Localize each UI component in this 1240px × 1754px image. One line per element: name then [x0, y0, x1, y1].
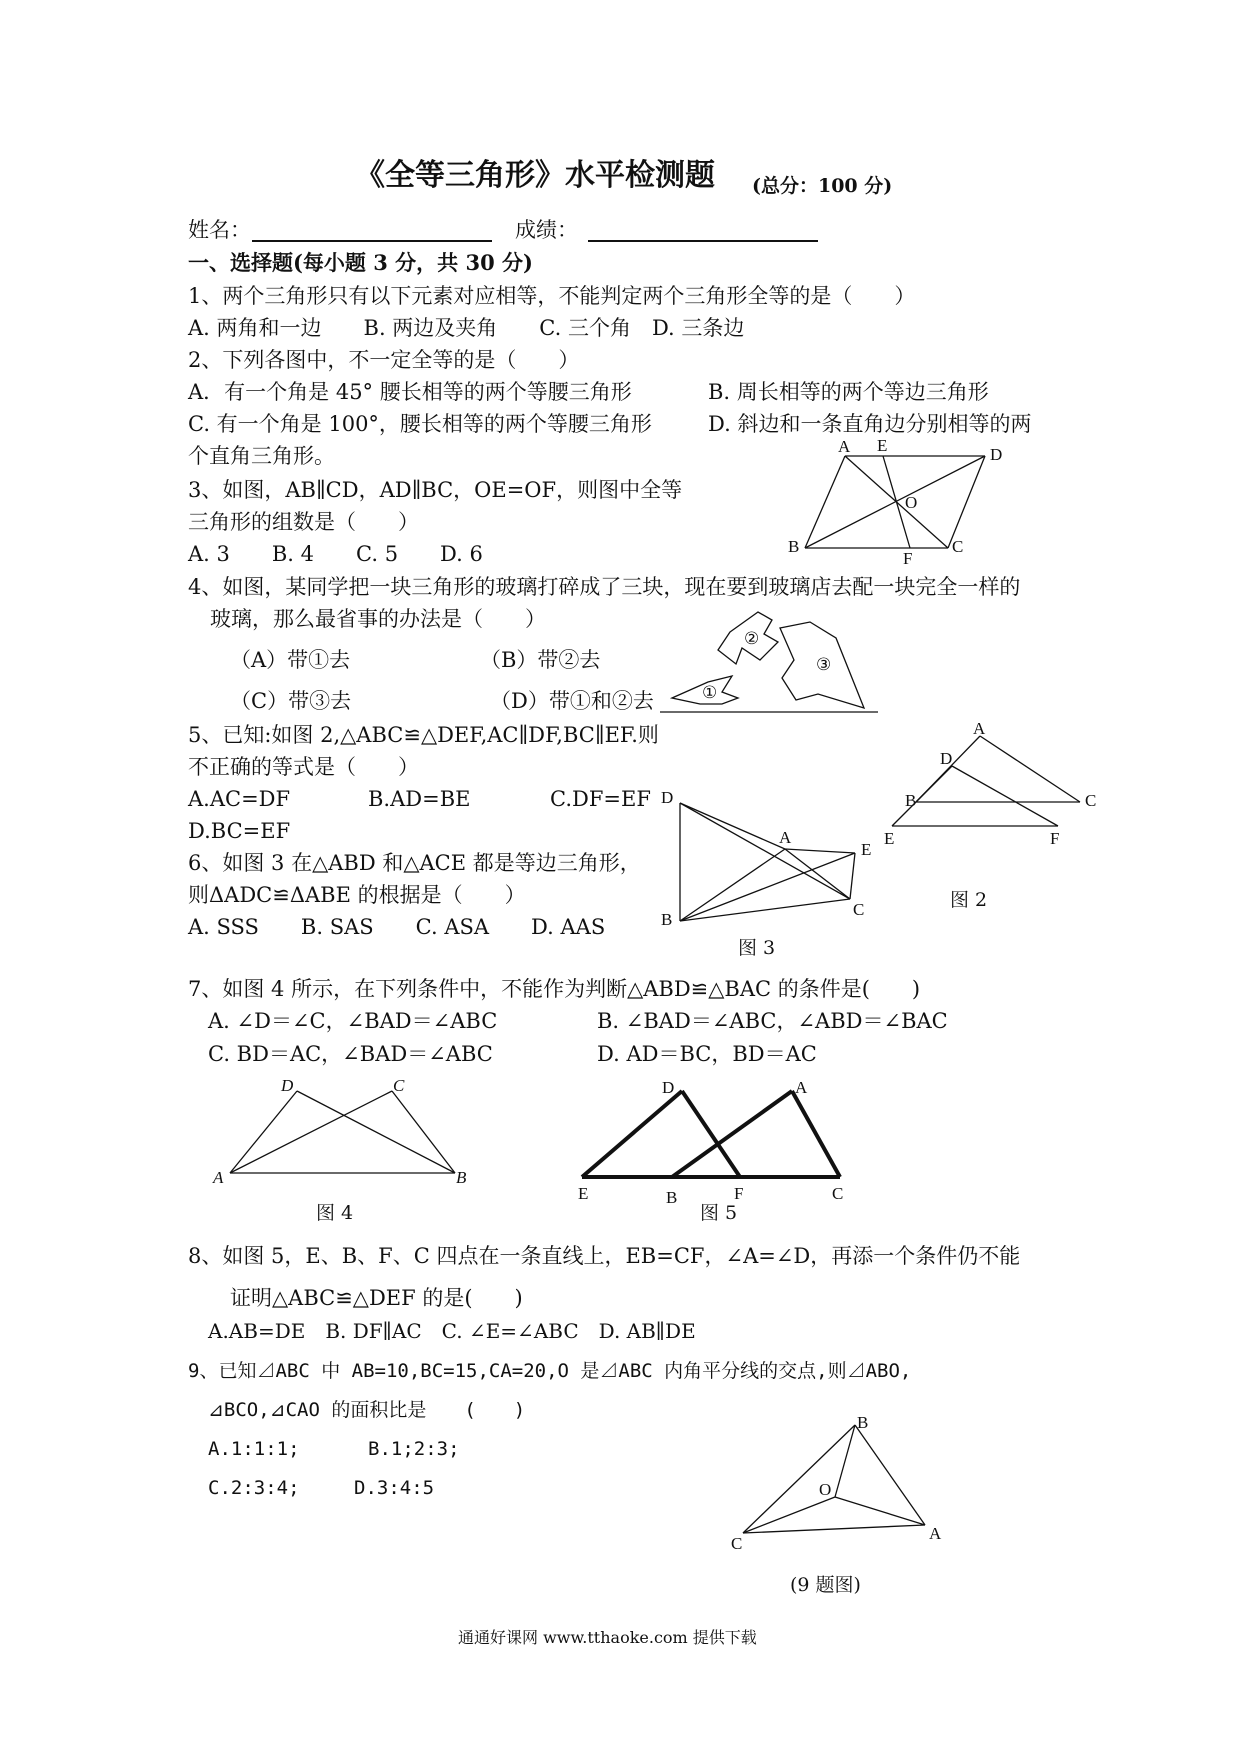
- q9-stem-cont: ⊿BCO,⊿CAO 的面积比是 ( ): [208, 1399, 526, 1421]
- q5-figure: [880, 718, 1110, 848]
- q6-stem: 6、如图 3 在△ABD 和△ACE 都是等边三角形，: [188, 851, 641, 875]
- q7-option-b: B. ∠BAD＝∠ABC，∠ABD＝∠BAC: [597, 1009, 948, 1033]
- q4-option-b: （B）带②去: [480, 648, 601, 672]
- q3-label-o: O: [905, 493, 918, 512]
- fig4-label-a: A: [213, 1168, 224, 1187]
- q1-options: A. 两角和一边 B. 两边及夹角 C. 三个角 D. 三条边: [188, 316, 745, 340]
- q9-label-o: O: [819, 1480, 832, 1499]
- name-field[interactable]: [252, 240, 492, 242]
- q4-stem-cont: 玻璃，那么最省事的办法是（ ）: [210, 607, 546, 631]
- total-score: (总分：100 分): [752, 175, 893, 197]
- footer-text: 通通好课网 www.tthaoke.com 提供下载: [458, 1628, 757, 1647]
- q5-stem: 5、已知:如图 2,△ABC≌△DEF,AC∥DF,BC∥EF.则: [188, 723, 659, 747]
- q2-option-b: B. 周长相等的两个等边三角形: [708, 380, 989, 404]
- q5-option-a: A.AC=DF: [188, 787, 291, 811]
- q5-stem-cont: 不正确的等式是（ ）: [188, 755, 419, 779]
- q8-stem-cont: 证明△ABC≌△DEF 的是( ): [230, 1286, 523, 1310]
- q5-label-c: C: [1085, 791, 1097, 810]
- q4-option-d: （D）带①和②去: [490, 689, 654, 713]
- q4-option-a: （A）带①去: [230, 648, 351, 672]
- q7-stem: 7、如图 4 所示，在下列条件中，不能作为判断△ABD≌△BAC 的条件是( ): [188, 977, 921, 1001]
- page-title: 《全等三角形》水平检测题: [355, 158, 715, 193]
- q6-label-b: B: [661, 910, 673, 929]
- q6-label-a: A: [779, 828, 792, 847]
- fig5-label-d: D: [662, 1078, 675, 1097]
- q5-label-b: B: [905, 791, 917, 810]
- q9-option-a: A.1:1:1;: [208, 1438, 300, 1460]
- q6-label-c: C: [853, 900, 865, 919]
- fig4-label-d: D: [281, 1076, 294, 1095]
- q9-label-a: A: [929, 1524, 942, 1543]
- q8-options: A.AB=DE B. DF∥AC C. ∠E=∠ABC D. AB∥DE: [208, 1319, 696, 1343]
- q3-figure: [780, 438, 1020, 570]
- q7-option-d: D. AD＝BC，BD＝AC: [597, 1042, 817, 1066]
- q7-option-c: C. BD＝AC，∠BAD＝∠ABC: [208, 1042, 493, 1066]
- q9-option-c: C.2:3:4;: [208, 1477, 300, 1499]
- q6-options: A. SSS B. SAS C. ASA D. AAS: [188, 915, 606, 939]
- q9-figure: [725, 1415, 955, 1555]
- q8-stem: 8、如图 5，E、B、F、C 四点在一条直线上，EB=CF，∠A=∠D，再添一个条件仍不能: [188, 1244, 1021, 1268]
- q2-stem: 2、下列各图中，不一定全等的是（ ）: [188, 348, 580, 372]
- q9-stem: 9、已知⊿ABC 中 AB=10,BC=15,CA=20,O 是⊿ABC 内角平分线的交点,则⊿ABO,: [188, 1360, 912, 1382]
- fig9-caption: (9 题图): [790, 1574, 861, 1596]
- q7-figure-4: [205, 1075, 475, 1185]
- q4-piece-2: ②: [744, 629, 760, 648]
- q5-label-d: D: [940, 749, 953, 768]
- fig5-label-b: B: [666, 1188, 678, 1207]
- q5-label-e: E: [884, 829, 895, 848]
- q6-label-e: E: [861, 840, 872, 859]
- fig4-label-c: C: [393, 1076, 405, 1095]
- q5-label-f: F: [1050, 829, 1060, 848]
- q7-figure-5: [570, 1075, 860, 1205]
- q3-label-b: B: [788, 537, 800, 556]
- q1-stem: 1、两个三角形只有以下元素对应相等，不能判定两个三角形全等的是（ ）: [188, 284, 916, 308]
- q5-option-c: C.DF=EF: [550, 787, 651, 811]
- q5-label-a: A: [973, 719, 986, 738]
- q4-piece-1: ①: [702, 683, 718, 702]
- q9-option-d: D.3:4:5: [354, 1477, 435, 1499]
- fig5-caption: 图 5: [700, 1202, 738, 1224]
- q7-option-a: A. ∠D＝∠C，∠BAD＝∠ABC: [208, 1009, 498, 1033]
- q3-stem-cont: 三角形的组数是（ ）: [188, 510, 419, 534]
- q3-stem: 3、如图，AB∥CD，AD∥BC，OE=OF，则图中全等: [188, 478, 683, 502]
- q9-label-c: C: [731, 1534, 743, 1553]
- fig4-label-b: B: [456, 1168, 467, 1187]
- q2-option-a: A．有一个角是 45° 腰长相等的两个等腰三角形: [188, 380, 632, 404]
- q9-option-b: B.1;2:3;: [368, 1438, 460, 1460]
- q6-figure: [655, 785, 885, 929]
- q3-label-c: C: [952, 537, 964, 556]
- q3-options: A. 3 B. 4 C. 5 D. 6: [188, 542, 483, 566]
- q5-option-b: B.AD=BE: [368, 787, 471, 811]
- q5-option-d: D.BC=EF: [188, 819, 291, 843]
- name-label: 姓名：: [188, 218, 251, 242]
- q4-option-c: （C）带③去: [230, 689, 352, 713]
- q2-option-d-cont: 个直角三角形。: [188, 444, 335, 468]
- q6-label-d: D: [661, 788, 674, 807]
- q3-label-a: A: [838, 437, 851, 456]
- q4-piece-3: ③: [816, 655, 832, 674]
- q3-label-d: D: [990, 445, 1003, 464]
- q2-option-d: D. 斜边和一条直角边分别相等的两: [708, 412, 1032, 436]
- q4-stem: 4、如图，某同学把一块三角形的玻璃打碎成了三块，现在要到玻璃店去配一块完全一样的: [188, 575, 1021, 599]
- fig3-caption: 图 3: [738, 937, 776, 959]
- q3-label-e: E: [877, 436, 888, 455]
- score-field[interactable]: [588, 240, 818, 242]
- fig5-label-c: C: [832, 1184, 844, 1203]
- fig2-caption: 图 2: [950, 889, 988, 911]
- q6-stem-cont: 则ΔADC≌ΔABE 的根据是（ ）: [188, 883, 526, 907]
- q2-option-c: C. 有一个角是 100°，腰长相等的两个等腰三角形: [188, 412, 652, 436]
- fig5-label-e: E: [578, 1184, 589, 1203]
- fig5-label-f: F: [734, 1184, 744, 1203]
- section-heading: 一、选择题(每小题 3 分，共 30 分): [188, 250, 533, 275]
- score-label: 成绩：: [515, 218, 578, 242]
- q3-label-f: F: [903, 549, 913, 568]
- q9-label-b: B: [857, 1413, 869, 1432]
- fig4-caption: 图 4: [316, 1202, 354, 1224]
- q4-figure: [660, 600, 880, 720]
- fig5-label-a: A: [795, 1078, 808, 1097]
